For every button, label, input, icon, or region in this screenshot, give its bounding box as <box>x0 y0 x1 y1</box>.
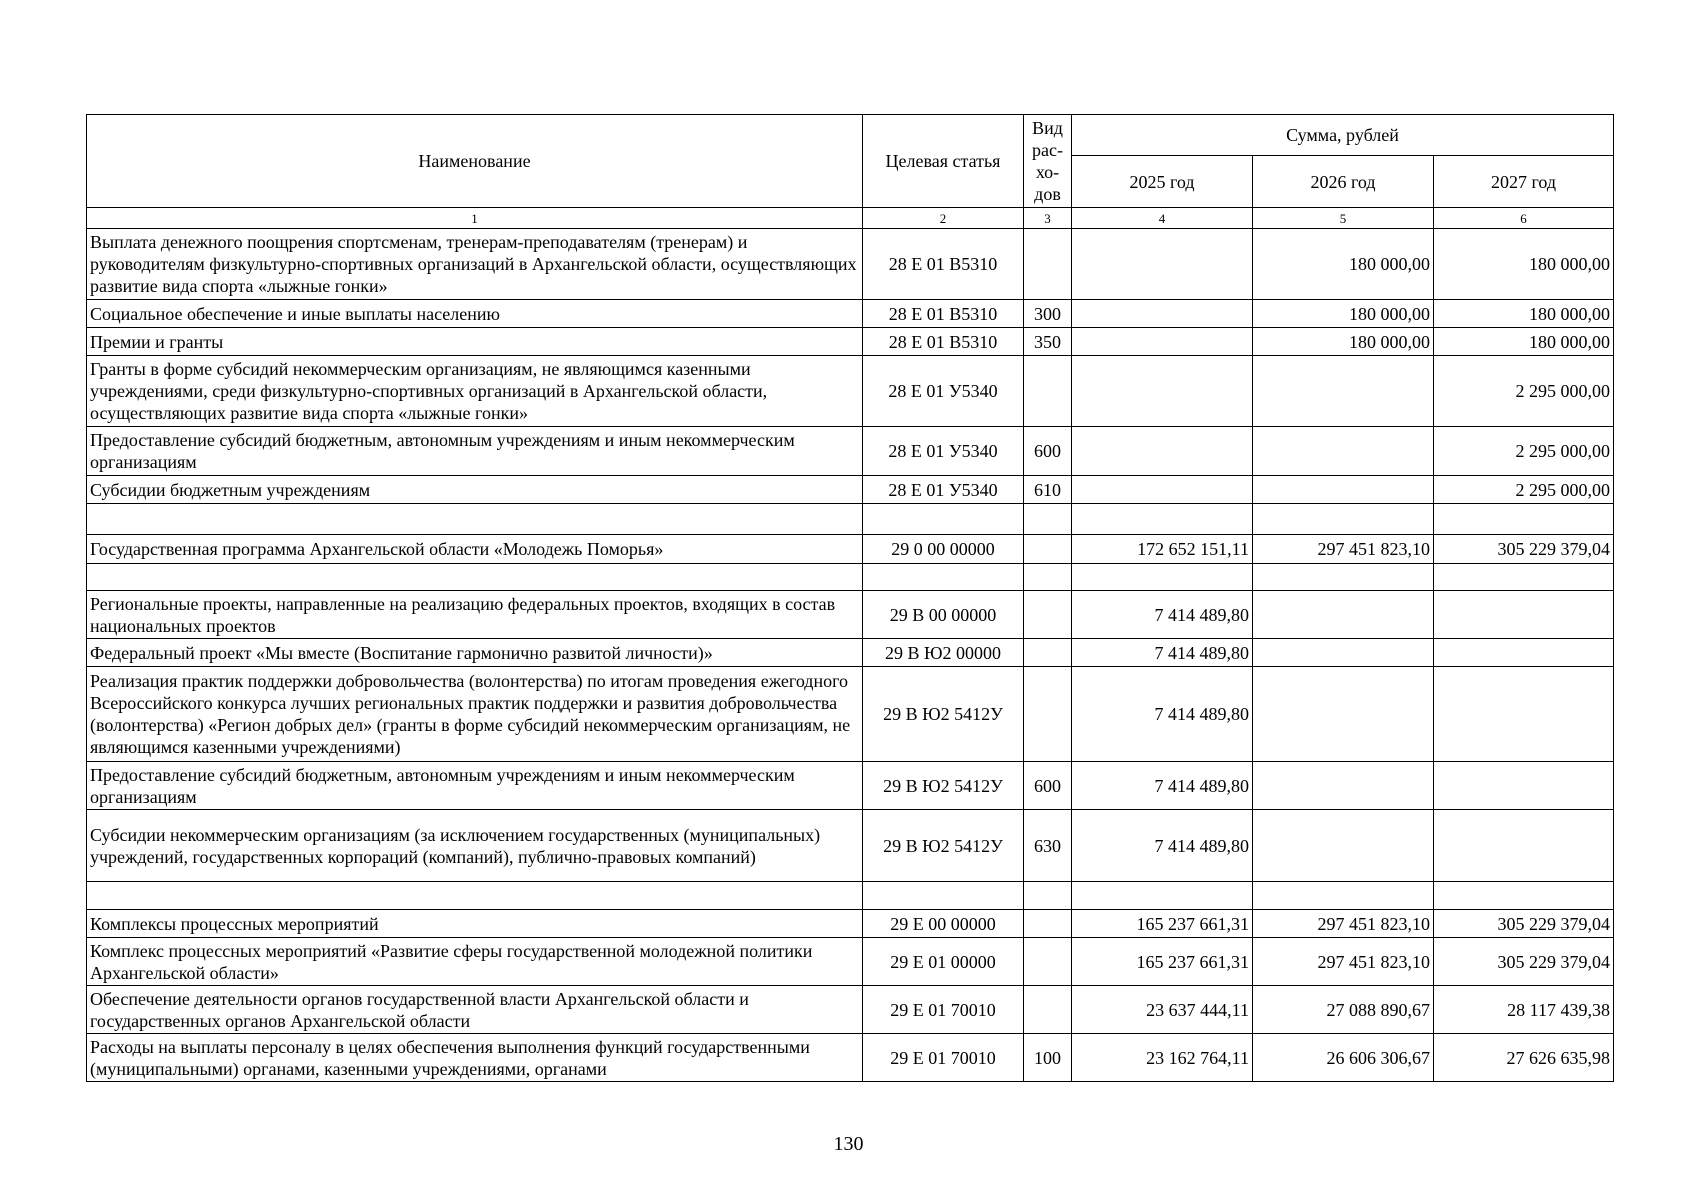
sum-2026 <box>1253 882 1434 910</box>
target-article: 29 Е 00 00000 <box>863 910 1024 938</box>
sum-2025: 7 414 489,80 <box>1072 667 1253 762</box>
target-article: 29 Е 01 70010 <box>863 986 1024 1034</box>
sum-2025 <box>1072 356 1253 427</box>
row-name <box>87 504 863 535</box>
expense-kind: 610 <box>1024 476 1072 504</box>
table-row <box>87 986 1614 1034</box>
sum-2027 <box>1434 639 1614 667</box>
sum-2026 <box>1253 667 1434 762</box>
row-name: Субсидии некоммерческим организациям (за исключением государственных (муниципальных) учреждений, государственных корпораций (компаний), публично-правовых компаний) <box>87 810 863 882</box>
target-article <box>863 882 1024 910</box>
row-name: Комплексы процессных мероприятий <box>87 910 863 938</box>
expense-kind <box>1024 910 1072 938</box>
header-year-2025: 2025 год <box>1072 156 1253 208</box>
sum-2027 <box>1434 591 1614 639</box>
row-name: Обеспечение деятельности органов государственной власти Архангельской области и государственных органов Архангельской области <box>87 986 863 1034</box>
table-row <box>87 328 1614 356</box>
header-sum-group: Сумма, рублей <box>1072 115 1614 156</box>
row-name: Выплата денежного поощрения спортсменам, тренерам-преподавателям (тренерам) и руководителям физкультурно-спортивных организаций в Архангельской области, осуществляющих развитие вида спорта «лыжные гонки» <box>87 229 863 300</box>
sum-2026 <box>1253 504 1434 535</box>
expense-kind: 600 <box>1024 427 1072 476</box>
column-number: 6 <box>1434 208 1614 229</box>
sum-2025 <box>1072 300 1253 328</box>
target-article: 28 Е 01 У5340 <box>863 476 1024 504</box>
table-row <box>87 810 1614 882</box>
budget-table <box>86 114 1614 1082</box>
table-row <box>87 300 1614 328</box>
sum-2027: 2 295 000,00 <box>1434 476 1614 504</box>
expense-kind: 630 <box>1024 810 1072 882</box>
sum-2026 <box>1253 762 1434 810</box>
target-article: 29 В Ю2 00000 <box>863 639 1024 667</box>
table-row <box>87 427 1614 476</box>
target-article: 28 Е 01 У5340 <box>863 427 1024 476</box>
sum-2026 <box>1253 476 1434 504</box>
sum-2026 <box>1253 639 1434 667</box>
sum-2025: 7 414 489,80 <box>1072 591 1253 639</box>
sum-2025: 165 237 661,31 <box>1072 910 1253 938</box>
target-article: 28 Е 01 В5310 <box>863 229 1024 300</box>
sum-2027: 305 229 379,04 <box>1434 910 1614 938</box>
sum-2025 <box>1072 564 1253 591</box>
sum-2025 <box>1072 427 1253 476</box>
target-article: 28 Е 01 В5310 <box>863 328 1024 356</box>
sum-2026: 297 451 823,10 <box>1253 910 1434 938</box>
expense-kind: 350 <box>1024 328 1072 356</box>
sum-2026: 27 088 890,67 <box>1253 986 1434 1034</box>
expense-kind <box>1024 882 1072 910</box>
table-row <box>87 591 1614 639</box>
expense-kind: 600 <box>1024 762 1072 810</box>
column-number: 4 <box>1072 208 1253 229</box>
sum-2025: 172 652 151,11 <box>1072 535 1253 564</box>
sum-2025 <box>1072 882 1253 910</box>
sum-2027: 27 626 635,98 <box>1434 1034 1614 1082</box>
table-body <box>87 229 1614 1082</box>
row-name: Расходы на выплаты персоналу в целях обеспечения выполнения функций государственными (муниципальными) органами, казенными учреждениями, органами <box>87 1034 863 1082</box>
sum-2025: 165 237 661,31 <box>1072 938 1253 986</box>
sum-2027: 305 229 379,04 <box>1434 535 1614 564</box>
expense-kind: 300 <box>1024 300 1072 328</box>
sum-2027 <box>1434 810 1614 882</box>
sum-2027 <box>1434 564 1614 591</box>
expense-kind <box>1024 229 1072 300</box>
sum-2025: 7 414 489,80 <box>1072 639 1253 667</box>
row-name: Предоставление субсидий бюджетным, автономным учреждениям и иным некоммерческим организациям <box>87 762 863 810</box>
sum-2027: 180 000,00 <box>1434 328 1614 356</box>
sum-2027: 2 295 000,00 <box>1434 427 1614 476</box>
sum-2026: 297 451 823,10 <box>1253 535 1434 564</box>
row-name: Социальное обеспечение и иные выплаты населению <box>87 300 863 328</box>
sum-2025: 23 637 444,11 <box>1072 986 1253 1034</box>
expense-kind <box>1024 667 1072 762</box>
sum-2025 <box>1072 476 1253 504</box>
sum-2027 <box>1434 667 1614 762</box>
column-number: 3 <box>1024 208 1072 229</box>
header-year-2026: 2026 год <box>1253 156 1434 208</box>
target-article: 29 В Ю2 5412У <box>863 667 1024 762</box>
expense-kind <box>1024 986 1072 1034</box>
row-name: Региональные проекты, направленные на реализацию федеральных проектов, входящих в состав национальных проектов <box>87 591 863 639</box>
sum-2026: 297 451 823,10 <box>1253 938 1434 986</box>
header-year-2027: 2027 год <box>1434 156 1614 208</box>
sum-2026: 26 606 306,67 <box>1253 1034 1434 1082</box>
sum-2026: 180 000,00 <box>1253 300 1434 328</box>
expense-kind <box>1024 564 1072 591</box>
target-article: 29 Е 01 00000 <box>863 938 1024 986</box>
sum-2026 <box>1253 564 1434 591</box>
sum-2027: 180 000,00 <box>1434 300 1614 328</box>
table-row <box>87 356 1614 427</box>
sum-2025: 7 414 489,80 <box>1072 762 1253 810</box>
table-row <box>87 762 1614 810</box>
expense-kind <box>1024 504 1072 535</box>
expense-kind <box>1024 938 1072 986</box>
sum-2027: 2 295 000,00 <box>1434 356 1614 427</box>
expense-kind <box>1024 535 1072 564</box>
target-article: 29 В 00 00000 <box>863 591 1024 639</box>
target-article: 29 Е 01 70010 <box>863 1034 1024 1082</box>
target-article: 29 В Ю2 5412У <box>863 762 1024 810</box>
expense-kind <box>1024 356 1072 427</box>
page-number: 130 <box>833 1133 864 1155</box>
row-name: Реализация практик поддержки добровольчества (волонтерства) по итогам проведения ежегодного Всероссийского конкурса лучших региональных практик поддержки и развития добровольчества (волонтерства) «Регион добрых дел» (гранты в форме субсидий некоммерческим организациям, не являющимся казенными учреждениями) <box>87 667 863 762</box>
target-article: 28 Е 01 У5340 <box>863 356 1024 427</box>
table-row <box>87 476 1614 504</box>
table-row <box>87 910 1614 938</box>
target-article: 29 В Ю2 5412У <box>863 810 1024 882</box>
row-name: Гранты в форме субсидий некоммерческим организациям, не являющимся казенными учреждениями, среди физкультурно-спортивных организаций в Архангельской области, осуществляющих развитие вида спорта «лыжные гонки» <box>87 356 863 427</box>
target-article <box>863 564 1024 591</box>
sum-2027: 305 229 379,04 <box>1434 938 1614 986</box>
row-name: Федеральный проект «Мы вместе (Воспитание гармонично развитой личности)» <box>87 639 863 667</box>
table-row <box>87 667 1614 762</box>
sum-2026 <box>1253 591 1434 639</box>
sum-2026: 180 000,00 <box>1253 229 1434 300</box>
column-number: 5 <box>1253 208 1434 229</box>
sum-2025 <box>1072 328 1253 356</box>
row-name <box>87 882 863 910</box>
row-name <box>87 564 863 591</box>
row-name: Субсидии бюджетным учреждениям <box>87 476 863 504</box>
row-name: Комплекс процессных мероприятий «Развитие сферы государственной молодежной политики Архангельской области» <box>87 938 863 986</box>
target-article <box>863 504 1024 535</box>
row-name: Премии и гранты <box>87 328 863 356</box>
header-name: Наименование <box>87 115 863 208</box>
sum-2027 <box>1434 882 1614 910</box>
table-row <box>87 229 1614 300</box>
expense-kind <box>1024 591 1072 639</box>
table-row <box>87 938 1614 986</box>
row-name: Государственная программа Архангельской области «Молодежь Поморья» <box>87 535 863 564</box>
expense-kind <box>1024 639 1072 667</box>
sum-2027 <box>1434 504 1614 535</box>
sum-2025: 23 162 764,11 <box>1072 1034 1253 1082</box>
sum-2025: 7 414 489,80 <box>1072 810 1253 882</box>
header-code: Целевая статья <box>863 115 1024 208</box>
sum-2026 <box>1253 356 1434 427</box>
table-row <box>87 504 1614 535</box>
table-row <box>87 535 1614 564</box>
table-row <box>87 882 1614 910</box>
target-article: 28 Е 01 В5310 <box>863 300 1024 328</box>
sum-2026: 180 000,00 <box>1253 328 1434 356</box>
table-row <box>87 564 1614 591</box>
column-number: 2 <box>863 208 1024 229</box>
table-row <box>87 639 1614 667</box>
sum-2027: 28 117 439,38 <box>1434 986 1614 1034</box>
table-row <box>87 1034 1614 1082</box>
sum-2027 <box>1434 762 1614 810</box>
column-numbers-row <box>87 208 1614 229</box>
expense-kind: 100 <box>1024 1034 1072 1082</box>
sum-2025 <box>1072 504 1253 535</box>
sum-2025 <box>1072 229 1253 300</box>
header-kind: Вид рас-хо-дов <box>1024 115 1072 208</box>
sum-2027: 180 000,00 <box>1434 229 1614 300</box>
column-number: 1 <box>87 208 863 229</box>
sum-2026 <box>1253 810 1434 882</box>
sum-2026 <box>1253 427 1434 476</box>
row-name: Предоставление субсидий бюджетным, автономным учреждениям и иным некоммерческим организациям <box>87 427 863 476</box>
target-article: 29 0 00 00000 <box>863 535 1024 564</box>
